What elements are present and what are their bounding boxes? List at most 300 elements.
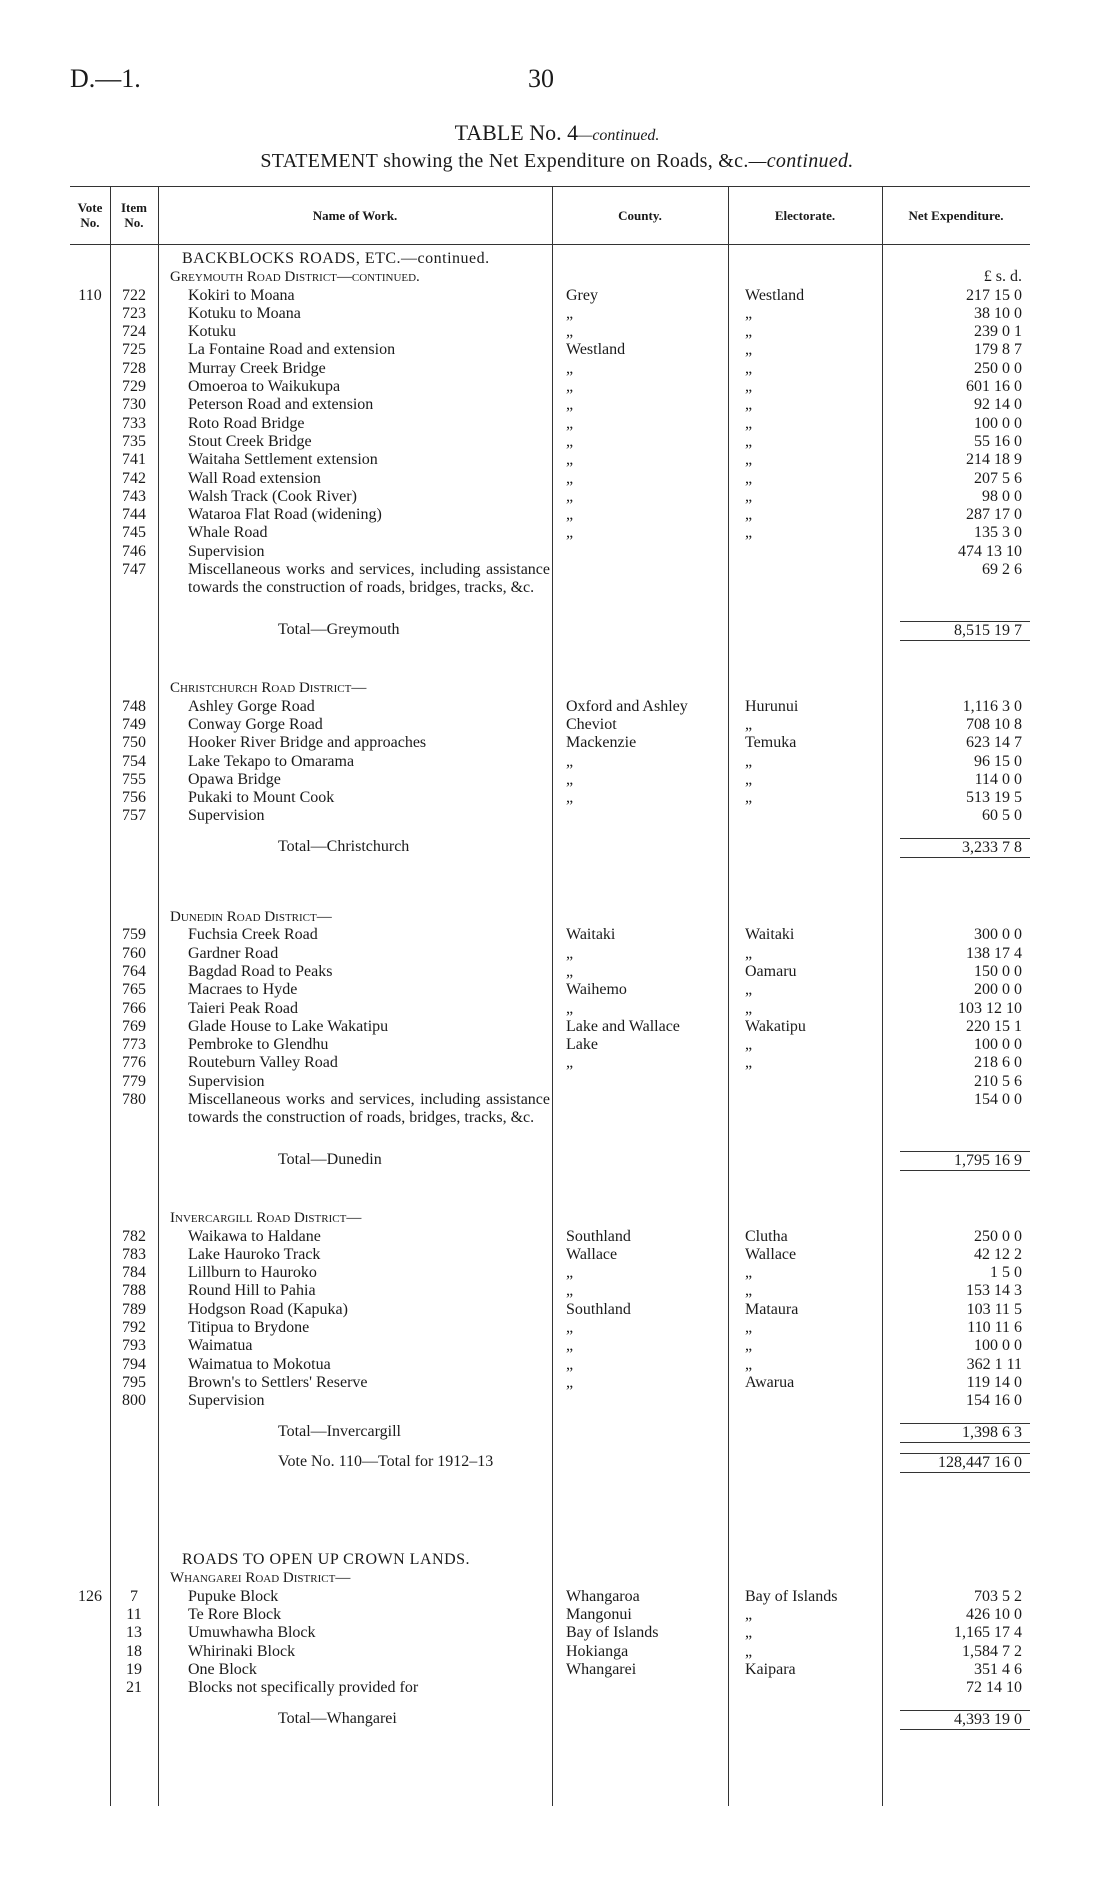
electorate-name: Bay of Islands bbox=[745, 1587, 838, 1605]
net-expenditure: 214 18 9 bbox=[966, 451, 1022, 469]
item-number: 795 bbox=[122, 1373, 146, 1391]
table-row bbox=[70, 789, 1030, 807]
work-name: Miscellaneous works and services, including assistance towards the construction of roads, bridges, tracks, &c. bbox=[188, 561, 550, 597]
total-label: Total—Greymouth bbox=[278, 621, 400, 639]
item-number: 748 bbox=[122, 697, 146, 715]
district-heading-invercargill: Invercargill Road District— bbox=[170, 1210, 362, 1227]
table-row bbox=[70, 1643, 1030, 1661]
item-number: 7 bbox=[130, 1587, 138, 1605]
table-row bbox=[70, 1228, 1030, 1246]
work-name: Glade House to Lake Wakatipu bbox=[188, 1017, 389, 1035]
electorate-name: Clutha bbox=[745, 1227, 788, 1245]
table-row bbox=[70, 378, 1030, 396]
net-expenditure: 426 10 0 bbox=[966, 1606, 1022, 1624]
work-name: Umuwhawha Block bbox=[188, 1624, 316, 1642]
total-label: Total—Christchurch bbox=[278, 837, 410, 855]
table-row bbox=[70, 926, 1030, 944]
column-header-name: Name of Work. bbox=[312, 207, 398, 223]
table-row bbox=[70, 1282, 1030, 1300]
district-heading-row bbox=[70, 268, 1030, 286]
electorate-name: „ bbox=[745, 715, 753, 733]
item-number: 755 bbox=[122, 770, 146, 788]
section-heading-row bbox=[70, 250, 1030, 268]
work-name: Supervision bbox=[188, 1072, 265, 1090]
table-row bbox=[70, 734, 1030, 752]
item-number: 792 bbox=[122, 1319, 146, 1337]
electorate-name: „ bbox=[745, 1337, 753, 1355]
table-row bbox=[70, 488, 1030, 506]
table-row bbox=[70, 1588, 1030, 1606]
net-expenditure: 250 0 0 bbox=[974, 359, 1022, 377]
item-number: 783 bbox=[122, 1245, 146, 1263]
net-expenditure: 1,116 3 0 bbox=[962, 697, 1022, 715]
net-expenditure: 96 15 0 bbox=[974, 752, 1022, 770]
electorate-name: Kaipara bbox=[745, 1660, 796, 1678]
item-number: 764 bbox=[122, 962, 146, 980]
vote-number: 110 bbox=[78, 286, 102, 304]
item-number: 782 bbox=[122, 1227, 146, 1245]
item-number: 733 bbox=[122, 414, 146, 432]
table-row bbox=[70, 305, 1030, 323]
electorate-name: „ bbox=[745, 1606, 753, 1624]
county-name: Hokianga bbox=[566, 1642, 629, 1660]
item-number: 788 bbox=[122, 1282, 146, 1300]
electorate-name: Temuka bbox=[745, 734, 797, 752]
table-row bbox=[70, 396, 1030, 414]
electorate-name: „ bbox=[745, 752, 753, 770]
table-row bbox=[70, 451, 1030, 469]
table-title bbox=[0, 120, 1114, 146]
work-name: La Fontaine Road and extension bbox=[188, 341, 396, 359]
net-expenditure: 153 14 3 bbox=[966, 1282, 1022, 1300]
electorate-name: Waitaki bbox=[745, 926, 795, 944]
electorate-name: „ bbox=[745, 341, 753, 359]
county-name: „ bbox=[566, 962, 574, 980]
net-expenditure: 38 10 0 bbox=[974, 304, 1022, 322]
net-expenditure: 351 4 6 bbox=[974, 1660, 1022, 1678]
table-row-misc bbox=[70, 1091, 1030, 1127]
net-expenditure: 708 10 8 bbox=[966, 715, 1022, 733]
net-expenditure: 300 0 0 bbox=[974, 926, 1022, 944]
total-value: 1,398 6 3 bbox=[900, 1423, 1030, 1443]
county-name: „ bbox=[566, 1373, 574, 1391]
item-number: 747 bbox=[122, 561, 146, 579]
work-name: Taieri Peak Road bbox=[188, 999, 298, 1017]
county-name: „ bbox=[566, 323, 574, 341]
net-expenditure: 362 1 11 bbox=[966, 1355, 1022, 1373]
electorate-name: „ bbox=[745, 1642, 753, 1660]
district-heading-christchurch: Christchurch Road District— bbox=[170, 680, 367, 697]
table-title-continued: —continued. bbox=[578, 127, 660, 144]
electorate-name: Wallace bbox=[745, 1245, 797, 1263]
electorate-name: Awarua bbox=[745, 1373, 795, 1391]
net-expenditure: 154 16 0 bbox=[966, 1392, 1022, 1410]
work-name: Waimatua bbox=[188, 1337, 253, 1355]
net-expenditure: 60 5 0 bbox=[982, 807, 1022, 825]
district-heading-dunedin: Dunedin Road District— bbox=[170, 909, 332, 926]
table-row bbox=[70, 1073, 1030, 1091]
county-name: Whangaroa bbox=[566, 1587, 640, 1605]
county-name: Lake bbox=[566, 1036, 598, 1054]
work-name: Routeburn Valley Road bbox=[188, 1054, 338, 1072]
net-expenditure: 72 14 10 bbox=[966, 1679, 1022, 1697]
item-number: 754 bbox=[122, 752, 146, 770]
net-expenditure: 110 11 6 bbox=[967, 1319, 1022, 1337]
electorate-name: Westland bbox=[745, 286, 805, 304]
net-expenditure: 179 8 7 bbox=[974, 341, 1022, 359]
item-number: 793 bbox=[122, 1337, 146, 1355]
total-row bbox=[70, 1423, 1030, 1441]
item-number: 742 bbox=[122, 469, 146, 487]
work-name: Ashley Gorge Road bbox=[188, 697, 315, 715]
electorate-name: Hurunui bbox=[745, 697, 799, 715]
total-row bbox=[70, 1151, 1030, 1169]
table-row bbox=[70, 433, 1030, 451]
table-row bbox=[70, 506, 1030, 524]
county-name: „ bbox=[566, 999, 574, 1017]
county-name: „ bbox=[566, 1054, 574, 1072]
document-reference: D.—1. bbox=[70, 64, 141, 93]
net-expenditure: 100 0 0 bbox=[974, 1337, 1022, 1355]
table-row bbox=[70, 1337, 1030, 1355]
county-name: Whangarei bbox=[566, 1660, 637, 1678]
work-name: Wataroa Flat Road (widening) bbox=[188, 506, 382, 524]
item-number: 757 bbox=[122, 807, 146, 825]
county-name: „ bbox=[566, 469, 574, 487]
net-expenditure: 154 0 0 bbox=[974, 1090, 1022, 1108]
work-name: Wall Road extension bbox=[188, 469, 321, 487]
vote-number: 126 bbox=[78, 1587, 102, 1605]
net-expenditure: 217 15 0 bbox=[966, 286, 1022, 304]
county-name: Oxford and Ashley bbox=[566, 697, 688, 715]
work-name: Kotuku bbox=[188, 323, 236, 341]
item-number: 743 bbox=[122, 487, 146, 505]
item-number: 780 bbox=[122, 1090, 146, 1108]
work-name: Te Rore Block bbox=[188, 1606, 282, 1624]
work-name: Lake Hauroko Track bbox=[188, 1245, 321, 1263]
work-name: Omoeroa to Waikukupa bbox=[188, 378, 341, 396]
electorate-name: „ bbox=[745, 359, 753, 377]
total-row bbox=[70, 621, 1030, 639]
section-heading-row bbox=[70, 1551, 1030, 1569]
electorate-name: „ bbox=[745, 999, 753, 1017]
electorate-name: Oamaru bbox=[745, 962, 797, 980]
work-name: Bagdad Road to Peaks bbox=[188, 962, 333, 980]
page-number: 30 bbox=[528, 64, 554, 93]
item-number: 13 bbox=[126, 1624, 142, 1642]
work-name: Hooker River Bridge and approaches bbox=[188, 734, 427, 752]
item-number: 729 bbox=[122, 378, 146, 396]
item-number: 745 bbox=[122, 524, 146, 542]
table-row bbox=[70, 698, 1030, 716]
table-row bbox=[70, 1036, 1030, 1054]
work-name: Round Hill to Pahia bbox=[188, 1282, 316, 1300]
work-name: Miscellaneous works and services, including assistance towards the construction of roads, bridges, tracks, &c. bbox=[188, 1090, 550, 1126]
total-value: 3,233 7 8 bbox=[900, 838, 1030, 858]
electorate-name: „ bbox=[745, 1036, 753, 1054]
work-name: Murray Creek Bridge bbox=[188, 359, 326, 377]
total-value: 1,795 16 9 bbox=[900, 1151, 1030, 1171]
county-name: „ bbox=[566, 304, 574, 322]
work-name: Pembroke to Glendhu bbox=[188, 1036, 329, 1054]
table-row bbox=[70, 341, 1030, 359]
net-expenditure: 207 5 6 bbox=[974, 469, 1022, 487]
electorate-name: „ bbox=[745, 304, 753, 322]
total-row bbox=[70, 838, 1030, 856]
item-number: 756 bbox=[122, 789, 146, 807]
column-header-electorate: Electorate. bbox=[774, 207, 836, 223]
work-name: Supervision bbox=[188, 1392, 265, 1410]
net-expenditure: 1,584 7 2 bbox=[962, 1642, 1022, 1660]
electorate-name: „ bbox=[745, 396, 753, 414]
electorate-name: „ bbox=[745, 524, 753, 542]
table-body bbox=[70, 250, 1030, 1728]
column-header-expenditure: Net Expenditure. bbox=[908, 207, 1004, 223]
table-row bbox=[70, 1054, 1030, 1072]
section-heading-backblocks: BACKBLOCKS ROADS, ETC.—continued. bbox=[182, 250, 490, 267]
work-name: Supervision bbox=[188, 807, 265, 825]
work-name: One Block bbox=[188, 1660, 257, 1678]
work-name: Kokiri to Moana bbox=[188, 286, 295, 304]
table-subtitle-text: STATEMENT showing the Net Expenditure on Roads, &c. bbox=[260, 150, 749, 172]
net-expenditure: 119 14 0 bbox=[966, 1373, 1022, 1391]
work-name: Conway Gorge Road bbox=[188, 715, 323, 733]
net-expenditure: 92 14 0 bbox=[974, 396, 1022, 414]
item-number: 741 bbox=[122, 451, 146, 469]
currency-header: £ s. d. bbox=[983, 268, 1022, 286]
county-name: „ bbox=[566, 1337, 574, 1355]
net-expenditure: 1 5 0 bbox=[990, 1264, 1022, 1282]
net-expenditure: 218 6 0 bbox=[974, 1054, 1022, 1072]
county-name: Lake and Wallace bbox=[566, 1017, 680, 1035]
item-number: 794 bbox=[122, 1355, 146, 1373]
work-name: Supervision bbox=[188, 542, 265, 560]
total-row bbox=[70, 1710, 1030, 1728]
district-heading-row bbox=[70, 1569, 1030, 1587]
work-name: Blocks not specifically provided for bbox=[188, 1679, 419, 1697]
item-number: 730 bbox=[122, 396, 146, 414]
electorate-name: „ bbox=[745, 1054, 753, 1072]
county-name: „ bbox=[566, 414, 574, 432]
work-name: Waitaha Settlement extension bbox=[188, 451, 378, 469]
column-header-county: County. bbox=[618, 207, 662, 223]
vote-total-value: 128,447 16 0 bbox=[900, 1453, 1030, 1473]
work-name: Kotuku to Moana bbox=[188, 304, 301, 322]
item-number: 744 bbox=[122, 506, 146, 524]
work-name: Titipua to Brydone bbox=[188, 1319, 310, 1337]
county-name: Southland bbox=[566, 1300, 631, 1318]
item-number: 800 bbox=[122, 1392, 146, 1410]
county-name: „ bbox=[566, 1282, 574, 1300]
table-row bbox=[70, 1000, 1030, 1018]
work-name: Whale Road bbox=[188, 524, 268, 542]
table-title-main: TABLE No. 4 bbox=[454, 120, 579, 145]
work-name: Macraes to Hyde bbox=[188, 981, 298, 999]
work-name: Lillburn to Hauroko bbox=[188, 1264, 317, 1282]
item-number: 765 bbox=[122, 981, 146, 999]
electorate-name: „ bbox=[745, 1319, 753, 1337]
table-row bbox=[70, 771, 1030, 789]
net-expenditure: 1,165 17 4 bbox=[954, 1624, 1022, 1642]
net-expenditure: 150 0 0 bbox=[974, 962, 1022, 980]
item-number: 766 bbox=[122, 999, 146, 1017]
district-heading-row bbox=[70, 679, 1030, 697]
item-number: 746 bbox=[122, 542, 146, 560]
total-value: 4,393 19 0 bbox=[900, 1710, 1030, 1730]
total-value: 8,515 19 7 bbox=[900, 621, 1030, 641]
county-name: „ bbox=[566, 487, 574, 505]
column-header-vote: Vote No. bbox=[77, 200, 103, 230]
county-name: Mangonui bbox=[566, 1606, 632, 1624]
net-expenditure: 210 5 6 bbox=[974, 1072, 1022, 1090]
work-name: Pupuke Block bbox=[188, 1587, 279, 1605]
county-name: „ bbox=[566, 770, 574, 788]
work-name: Whirinaki Block bbox=[188, 1642, 296, 1660]
electorate-name: „ bbox=[745, 378, 753, 396]
net-expenditure: 220 15 1 bbox=[966, 1017, 1022, 1035]
work-name: Roto Road Bridge bbox=[188, 414, 305, 432]
net-expenditure: 513 19 5 bbox=[966, 789, 1022, 807]
net-expenditure: 100 0 0 bbox=[974, 414, 1022, 432]
table-row bbox=[70, 415, 1030, 433]
net-expenditure: 200 0 0 bbox=[974, 981, 1022, 999]
vote-total-row bbox=[70, 1453, 1030, 1471]
county-name: „ bbox=[566, 789, 574, 807]
table-row bbox=[70, 1624, 1030, 1642]
column-header-item: Item No. bbox=[121, 200, 147, 230]
item-number: 725 bbox=[122, 341, 146, 359]
net-expenditure: 55 16 0 bbox=[974, 432, 1022, 450]
work-name: Hodgson Road (Kapuka) bbox=[188, 1300, 348, 1318]
work-name: Opawa Bridge bbox=[188, 770, 281, 788]
electorate-name: „ bbox=[745, 469, 753, 487]
work-name: Pukaki to Mount Cook bbox=[188, 789, 335, 807]
county-name: „ bbox=[566, 1355, 574, 1373]
county-name: „ bbox=[566, 1319, 574, 1337]
electorate-name: „ bbox=[745, 432, 753, 450]
item-number: 19 bbox=[126, 1660, 142, 1678]
table-row bbox=[70, 945, 1030, 963]
item-number: 11 bbox=[126, 1606, 142, 1624]
work-name: Stout Creek Bridge bbox=[188, 432, 312, 450]
table-row bbox=[70, 360, 1030, 378]
county-name: „ bbox=[566, 524, 574, 542]
electorate-name: Wakatipu bbox=[745, 1017, 806, 1035]
item-number: 773 bbox=[122, 1036, 146, 1054]
table-row bbox=[70, 323, 1030, 341]
district-heading-row bbox=[70, 908, 1030, 926]
table-row bbox=[70, 981, 1030, 999]
table-row bbox=[70, 753, 1030, 771]
item-number: 769 bbox=[122, 1017, 146, 1035]
net-expenditure: 474 13 10 bbox=[958, 542, 1022, 560]
county-name: „ bbox=[566, 396, 574, 414]
table-row bbox=[70, 1301, 1030, 1319]
total-label: Total—Invercargill bbox=[278, 1422, 401, 1440]
county-name: Waihemo bbox=[566, 981, 627, 999]
county-name: Mackenzie bbox=[566, 734, 637, 752]
total-label: Total—Dunedin bbox=[278, 1150, 382, 1168]
table-row bbox=[70, 1392, 1030, 1410]
county-name: „ bbox=[566, 752, 574, 770]
county-name: „ bbox=[566, 506, 574, 524]
table-subtitle-continued: —continued. bbox=[748, 150, 854, 172]
table-row bbox=[70, 1319, 1030, 1337]
work-name: Waimatua to Mokotua bbox=[188, 1355, 331, 1373]
item-number: 760 bbox=[122, 944, 146, 962]
table-row bbox=[70, 1356, 1030, 1374]
table-row bbox=[70, 963, 1030, 981]
item-number: 784 bbox=[122, 1264, 146, 1282]
net-expenditure: 100 0 0 bbox=[974, 1036, 1022, 1054]
county-name: Bay of Islands bbox=[566, 1624, 659, 1642]
electorate-name: „ bbox=[745, 451, 753, 469]
net-expenditure: 239 0 1 bbox=[974, 323, 1022, 341]
item-number: 759 bbox=[122, 926, 146, 944]
table-row bbox=[70, 543, 1030, 561]
table-row bbox=[70, 716, 1030, 734]
electorate-name: „ bbox=[745, 1355, 753, 1373]
table-row bbox=[70, 807, 1030, 825]
table-row bbox=[70, 1661, 1030, 1679]
table-row bbox=[70, 1246, 1030, 1264]
item-number: 21 bbox=[126, 1679, 142, 1697]
county-name: Southland bbox=[566, 1227, 631, 1245]
county-name: Wallace bbox=[566, 1245, 618, 1263]
table-row bbox=[70, 1679, 1030, 1697]
net-expenditure: 69 2 6 bbox=[982, 561, 1022, 579]
district-heading-greymouth: Greymouth Road District—continued. bbox=[170, 269, 420, 286]
net-expenditure: 138 17 4 bbox=[966, 944, 1022, 962]
work-name: Peterson Road and extension bbox=[188, 396, 374, 414]
item-number: 749 bbox=[122, 715, 146, 733]
section-heading-crown-lands: ROADS TO OPEN UP CROWN LANDS. bbox=[182, 1551, 471, 1569]
item-number: 728 bbox=[122, 359, 146, 377]
table-row bbox=[70, 287, 1030, 305]
net-expenditure: 250 0 0 bbox=[974, 1227, 1022, 1245]
district-heading-whangarei: Whangarei Road District— bbox=[170, 1570, 351, 1587]
electorate-name: „ bbox=[745, 1624, 753, 1642]
county-name: „ bbox=[566, 1264, 574, 1282]
item-number: 750 bbox=[122, 734, 146, 752]
item-number: 723 bbox=[122, 304, 146, 322]
electorate-name: „ bbox=[745, 789, 753, 807]
county-name: „ bbox=[566, 378, 574, 396]
county-name: „ bbox=[566, 432, 574, 450]
item-number: 724 bbox=[122, 323, 146, 341]
table-row-misc bbox=[70, 561, 1030, 597]
vote-total-label: Vote No. 110—Total for 1912–13 bbox=[278, 1452, 494, 1470]
total-label: Total—Whangarei bbox=[278, 1709, 397, 1727]
county-name: Grey bbox=[566, 286, 598, 304]
work-name: Waikawa to Haldane bbox=[188, 1227, 321, 1245]
net-expenditure: 103 11 5 bbox=[966, 1300, 1022, 1318]
electorate-name: „ bbox=[745, 770, 753, 788]
table-row bbox=[70, 470, 1030, 488]
electorate-name: „ bbox=[745, 487, 753, 505]
table-row bbox=[70, 1374, 1030, 1392]
table-row bbox=[70, 1606, 1030, 1624]
table-header-rule bbox=[70, 244, 1030, 245]
item-number: 722 bbox=[122, 286, 146, 304]
work-name: Brown's to Settlers' Reserve bbox=[188, 1373, 368, 1391]
electorate-name: „ bbox=[745, 944, 753, 962]
net-expenditure: 98 0 0 bbox=[982, 487, 1022, 505]
electorate-name: „ bbox=[745, 323, 753, 341]
county-name: Westland bbox=[566, 341, 626, 359]
item-number: 779 bbox=[122, 1072, 146, 1090]
net-expenditure: 135 3 0 bbox=[974, 524, 1022, 542]
